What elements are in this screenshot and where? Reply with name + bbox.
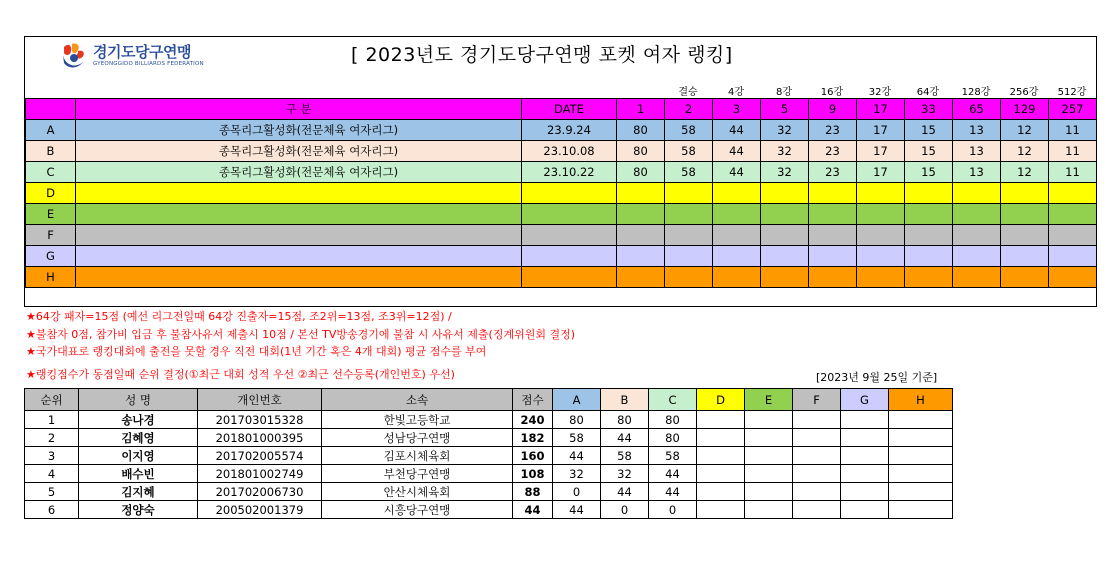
score-b: 80 — [601, 411, 649, 429]
empty-score-cell — [745, 501, 793, 519]
points-cell — [665, 246, 713, 267]
header-cell: 2 — [665, 99, 713, 120]
empty-score-cell — [745, 411, 793, 429]
points-cell: 12 — [1001, 141, 1049, 162]
empty-score-cell — [745, 429, 793, 447]
ranking-sheet — [24, 36, 1097, 307]
points-cell: 80 — [617, 120, 665, 141]
player-name: 김혜영 — [79, 429, 198, 447]
logo-name: 경기도당구연맹 — [93, 42, 191, 61]
points-cell: 17 — [857, 120, 905, 141]
event-date — [522, 225, 617, 246]
points-cell — [713, 225, 761, 246]
points-cell: 44 — [713, 141, 761, 162]
points-cell — [953, 183, 1001, 204]
event-date: 23.10.22 — [522, 162, 617, 183]
header-cell: 성 명 — [79, 389, 198, 411]
points-cell — [809, 246, 857, 267]
header-cell: DATE — [522, 99, 617, 120]
points-cell — [857, 225, 905, 246]
points-cell — [905, 246, 953, 267]
player-club: 한빛고등학교 — [322, 411, 513, 429]
points-table — [25, 98, 1097, 288]
points-cell — [953, 267, 1001, 288]
event-date — [522, 204, 617, 225]
points-cell — [713, 246, 761, 267]
empty-score-cell — [745, 447, 793, 465]
empty-score-cell — [841, 465, 889, 483]
points-row — [26, 204, 1097, 225]
empty-score-cell — [697, 447, 745, 465]
points-cell: 23 — [809, 162, 857, 183]
points-cell — [905, 267, 953, 288]
rule-note: ★64강 패자=15점 (예선 리그전일때 64강 진출자=15점, 조2위=13점, 조3위=12점) / — [26, 310, 452, 323]
header-cell: 9 — [809, 99, 857, 120]
event-code: H — [26, 267, 76, 288]
rank-cell: 3 — [25, 447, 79, 465]
rank-cell: 5 — [25, 483, 79, 501]
table-row — [25, 501, 953, 519]
event-name: 종목리그활성화(전문체육 여자리그) — [76, 162, 522, 183]
empty-score-cell — [889, 501, 953, 519]
points-cell: 11 — [1049, 120, 1097, 141]
score-b: 0 — [601, 501, 649, 519]
table-row — [25, 429, 953, 447]
points-cell — [1001, 225, 1049, 246]
player-name: 김지혜 — [79, 483, 198, 501]
round-label: 256강 — [1009, 87, 1039, 98]
empty-score-cell — [841, 429, 889, 447]
points-cell: 17 — [857, 141, 905, 162]
total-score: 108 — [513, 465, 553, 483]
points-cell: 13 — [953, 162, 1001, 183]
total-score: 88 — [513, 483, 553, 501]
points-cell — [761, 204, 809, 225]
header-cell: 65 — [953, 99, 1001, 120]
header-cell: 17 — [857, 99, 905, 120]
points-table-header — [26, 99, 1097, 120]
points-cell: 58 — [665, 120, 713, 141]
points-cell: 58 — [665, 162, 713, 183]
points-cell — [953, 225, 1001, 246]
total-score: 44 — [513, 501, 553, 519]
event-code: A — [26, 120, 76, 141]
player-id: 200502001379 — [198, 501, 322, 519]
empty-score-cell — [841, 483, 889, 501]
player-club: 김포시체육회 — [322, 447, 513, 465]
score-a: 32 — [553, 465, 601, 483]
player-id: 201702006730 — [198, 483, 322, 501]
empty-score-cell — [793, 429, 841, 447]
points-cell — [713, 204, 761, 225]
round-label: 512강 — [1057, 87, 1087, 98]
points-cell — [953, 246, 1001, 267]
points-row — [26, 183, 1097, 204]
header-cell: 점수 — [513, 389, 553, 411]
empty-score-cell — [745, 483, 793, 501]
table-row — [25, 411, 953, 429]
rule-note: ★불참자 0점, 참가비 입금 후 불참사유서 제출시 10점 / 본선 TV방송경기에 불참 시 사유서 제출(징계위원회 결정) — [26, 327, 575, 341]
points-cell — [1001, 183, 1049, 204]
points-cell — [905, 183, 953, 204]
header-cell: 1 — [617, 99, 665, 120]
points-cell — [1001, 204, 1049, 225]
score-a: 58 — [553, 429, 601, 447]
event-code: E — [26, 204, 76, 225]
header-cell: E — [745, 389, 793, 411]
points-cell — [1049, 267, 1097, 288]
points-cell: 44 — [713, 120, 761, 141]
round-label: 32강 — [868, 87, 892, 98]
points-cell: 23 — [809, 120, 857, 141]
score-c: 80 — [649, 429, 697, 447]
event-name: 종목리그활성화(전문체육 여자리그) — [76, 120, 522, 141]
points-cell — [665, 225, 713, 246]
score-c: 80 — [649, 411, 697, 429]
round-label: 64강 — [916, 87, 940, 98]
event-name — [76, 183, 522, 204]
empty-score-cell — [841, 501, 889, 519]
points-cell — [1001, 246, 1049, 267]
empty-score-cell — [697, 411, 745, 429]
points-cell: 12 — [1001, 162, 1049, 183]
score-a: 80 — [553, 411, 601, 429]
empty-score-cell — [889, 429, 953, 447]
empty-score-cell — [793, 411, 841, 429]
score-b: 58 — [601, 447, 649, 465]
event-name — [76, 225, 522, 246]
score-a: 44 — [553, 501, 601, 519]
ranking-rules — [26, 308, 575, 383]
points-row — [26, 162, 1097, 183]
player-name: 송나경 — [79, 411, 198, 429]
points-cell — [1049, 225, 1097, 246]
points-cell — [761, 267, 809, 288]
player-id: 201703015328 — [198, 411, 322, 429]
header-cell: 5 — [761, 99, 809, 120]
event-code: D — [26, 183, 76, 204]
player-club: 부천당구연맹 — [322, 465, 513, 483]
points-cell — [905, 204, 953, 225]
header-cell — [26, 99, 76, 120]
event-name — [76, 267, 522, 288]
empty-score-cell — [697, 429, 745, 447]
points-cell: 12 — [1001, 120, 1049, 141]
points-cell — [761, 183, 809, 204]
header-cell: F — [793, 389, 841, 411]
page-title: [ 2023년도 경기도당구연맹 포켓 여자 랭킹] — [351, 44, 733, 66]
points-cell: 15 — [905, 162, 953, 183]
points-cell — [665, 204, 713, 225]
points-cell — [617, 204, 665, 225]
rank-cell: 6 — [25, 501, 79, 519]
points-cell: 80 — [617, 141, 665, 162]
federation-logo — [59, 41, 204, 71]
ranking-table-header — [25, 389, 953, 411]
points-cell: 32 — [761, 162, 809, 183]
event-date — [522, 246, 617, 267]
event-name — [76, 204, 522, 225]
points-cell — [617, 183, 665, 204]
points-cell: 58 — [665, 141, 713, 162]
player-id: 201801002749 — [198, 465, 322, 483]
points-cell: 15 — [905, 120, 953, 141]
total-score: 182 — [513, 429, 553, 447]
points-cell — [809, 267, 857, 288]
event-code: B — [26, 141, 76, 162]
rule-note: ★국가대표로 랭킹대회에 출전을 못할 경우 직전 대회(1년 기간 혹은 4개 대회) 평균 점수를 부여 — [26, 345, 487, 358]
points-cell — [905, 225, 953, 246]
score-b: 32 — [601, 465, 649, 483]
header-cell: H — [889, 389, 953, 411]
header-cell: B — [601, 389, 649, 411]
points-cell — [713, 267, 761, 288]
header-cell: 순위 — [25, 389, 79, 411]
rank-cell: 4 — [25, 465, 79, 483]
empty-score-cell — [745, 465, 793, 483]
empty-score-cell — [793, 465, 841, 483]
points-cell: 32 — [761, 120, 809, 141]
empty-score-cell — [889, 411, 953, 429]
points-cell: 13 — [953, 141, 1001, 162]
player-club: 시흥당구연맹 — [322, 501, 513, 519]
header-cell: 33 — [905, 99, 953, 120]
header-cell: D — [697, 389, 745, 411]
rank-cell: 1 — [25, 411, 79, 429]
rule-note: ★랭킹점수가 동점일때 순위 결정(①최근 대회 성적 우선 ②최근 선수등록(개인번호) 우선) — [26, 367, 455, 381]
points-cell: 23 — [809, 141, 857, 162]
score-b: 44 — [601, 429, 649, 447]
header-cell: 개인번호 — [198, 389, 322, 411]
points-cell — [761, 225, 809, 246]
empty-score-cell — [889, 465, 953, 483]
player-id: 201801000395 — [198, 429, 322, 447]
points-row — [26, 267, 1097, 288]
empty-score-cell — [793, 501, 841, 519]
empty-score-cell — [841, 411, 889, 429]
logo-subtitle: GYEONGGIDO BILLIARDS FEDERATION — [93, 60, 204, 67]
points-cell — [857, 246, 905, 267]
player-id: 201702005574 — [198, 447, 322, 465]
points-cell — [857, 267, 905, 288]
rank-cell: 2 — [25, 429, 79, 447]
round-label: 128강 — [961, 87, 991, 98]
ranking-table — [24, 388, 953, 519]
points-cell — [1001, 267, 1049, 288]
event-name — [76, 246, 522, 267]
points-cell — [857, 204, 905, 225]
player-club: 안산시체육회 — [322, 483, 513, 501]
header-cell: 소속 — [322, 389, 513, 411]
points-cell — [617, 246, 665, 267]
round-label: 8강 — [775, 87, 793, 98]
total-score: 240 — [513, 411, 553, 429]
billiards-federation-emblem-icon — [59, 41, 89, 71]
event-date: 23.10.08 — [522, 141, 617, 162]
basis-date: [2023년 9월 25일 기준] — [816, 371, 938, 384]
round-label: 16강 — [820, 87, 844, 98]
event-code: F — [26, 225, 76, 246]
round-label: 4강 — [727, 87, 745, 98]
header-cell: G — [841, 389, 889, 411]
points-cell — [665, 267, 713, 288]
total-score: 160 — [513, 447, 553, 465]
event-name: 종목리그활성화(전문체육 여자리그) — [76, 141, 522, 162]
sheet-header — [25, 37, 1096, 98]
empty-score-cell — [697, 483, 745, 501]
empty-score-cell — [697, 465, 745, 483]
player-name: 이지영 — [79, 447, 198, 465]
points-cell — [713, 183, 761, 204]
points-cell — [953, 204, 1001, 225]
points-cell — [809, 183, 857, 204]
points-cell — [665, 183, 713, 204]
header-cell: 257 — [1049, 99, 1097, 120]
points-cell — [809, 225, 857, 246]
empty-score-cell — [793, 483, 841, 501]
points-cell: 17 — [857, 162, 905, 183]
points-cell — [857, 183, 905, 204]
points-cell: 11 — [1049, 141, 1097, 162]
points-cell — [1049, 246, 1097, 267]
player-name: 정양숙 — [79, 501, 198, 519]
event-code: G — [26, 246, 76, 267]
points-row — [26, 225, 1097, 246]
score-b: 44 — [601, 483, 649, 501]
points-cell — [761, 246, 809, 267]
points-cell: 13 — [953, 120, 1001, 141]
event-code: C — [26, 162, 76, 183]
score-a: 44 — [553, 447, 601, 465]
table-row — [25, 483, 953, 501]
empty-score-cell — [889, 483, 953, 501]
points-row — [26, 246, 1097, 267]
points-row — [26, 141, 1097, 162]
player-club: 성남당구연맹 — [322, 429, 513, 447]
score-c: 58 — [649, 447, 697, 465]
header-cell: A — [553, 389, 601, 411]
points-cell: 15 — [905, 141, 953, 162]
table-row — [25, 465, 953, 483]
score-c: 44 — [649, 465, 697, 483]
header-cell: 구 분 — [76, 99, 522, 120]
score-c: 44 — [649, 483, 697, 501]
points-cell — [617, 267, 665, 288]
header-cell: 129 — [1001, 99, 1049, 120]
header-cell: C — [649, 389, 697, 411]
header-cell: 3 — [713, 99, 761, 120]
event-date: 23.9.24 — [522, 120, 617, 141]
points-cell: 44 — [713, 162, 761, 183]
points-cell: 80 — [617, 162, 665, 183]
empty-score-cell — [793, 447, 841, 465]
points-cell: 32 — [761, 141, 809, 162]
score-c: 0 — [649, 501, 697, 519]
points-cell — [1049, 204, 1097, 225]
empty-score-cell — [697, 501, 745, 519]
table-row — [25, 447, 953, 465]
points-cell — [617, 225, 665, 246]
points-row — [26, 120, 1097, 141]
empty-score-cell — [889, 447, 953, 465]
points-cell — [1049, 183, 1097, 204]
score-a: 0 — [553, 483, 601, 501]
event-date — [522, 267, 617, 288]
player-name: 배수빈 — [79, 465, 198, 483]
points-cell: 11 — [1049, 162, 1097, 183]
empty-score-cell — [841, 447, 889, 465]
event-date — [522, 183, 617, 204]
points-cell — [809, 204, 857, 225]
round-label: 결승 — [678, 87, 698, 98]
